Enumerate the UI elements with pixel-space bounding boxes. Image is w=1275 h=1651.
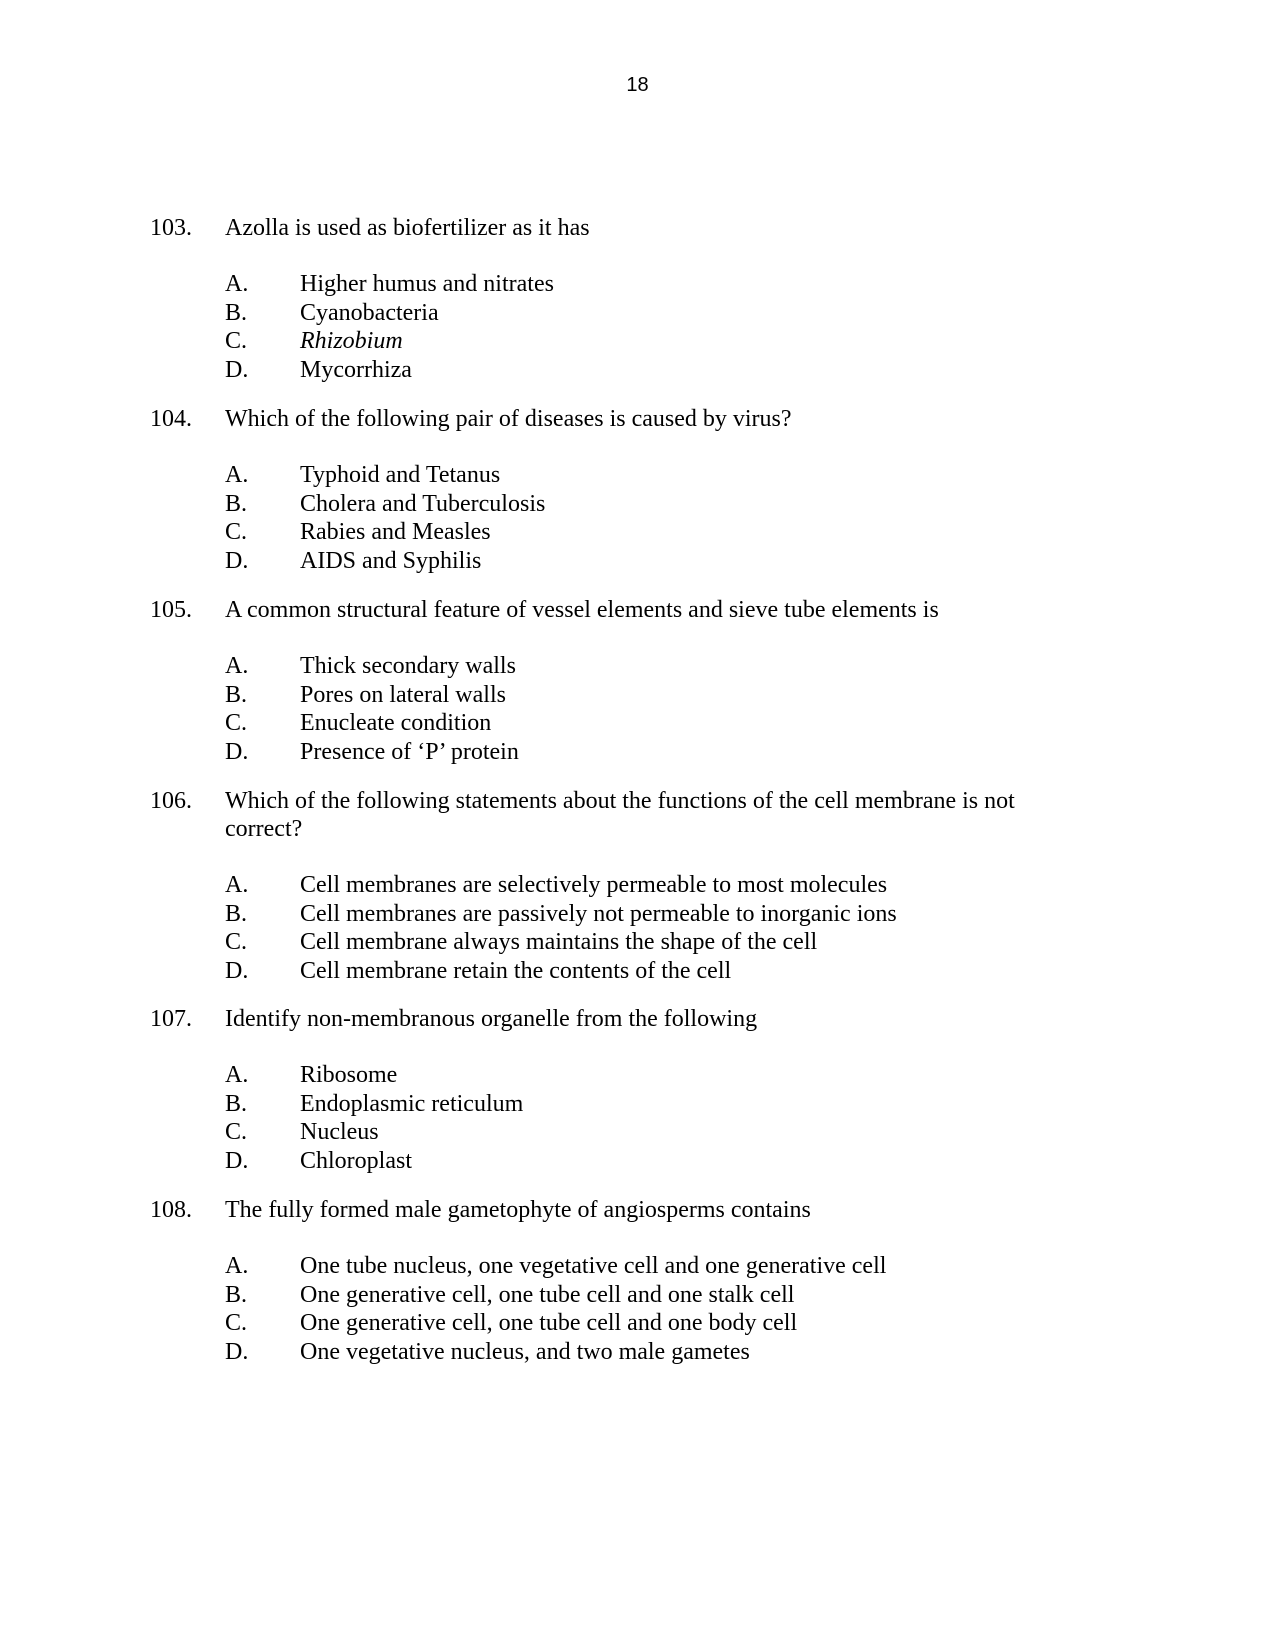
option-letter: B. [225, 490, 248, 517]
option-text: Cyanobacteria [300, 299, 439, 326]
option-letter: A. [225, 271, 249, 297]
question-108 [150, 1196, 1080, 1366]
option-list [225, 270, 1080, 384]
question-103 [150, 214, 1080, 384]
option-letter: A. [225, 653, 249, 679]
option-letter: A. [225, 1253, 249, 1279]
question-number: 108. [150, 1197, 192, 1223]
option-letter: D. [225, 356, 249, 383]
question-number: 103. [150, 215, 192, 241]
option-text: Cell membrane always maintains the shape of the cell [300, 929, 818, 955]
option-c [225, 327, 1080, 356]
option-text: Chloroplast [300, 1147, 412, 1174]
option-text: One generative cell, one tube cell and one body cell [300, 1310, 798, 1336]
option-letter: B. [225, 1090, 248, 1117]
option-text: Ribosome [300, 1062, 398, 1088]
option-a [225, 1061, 1080, 1090]
option-c [225, 928, 1080, 957]
option-text: One generative cell, one tube cell and one stalk cell [300, 1281, 795, 1308]
option-text: Cholera and Tuberculosis [300, 490, 546, 517]
option-d [225, 1147, 1080, 1176]
option-letter: B. [225, 299, 248, 326]
option-text: Pores on lateral walls [300, 681, 506, 708]
option-b [225, 490, 1080, 519]
option-b [225, 900, 1080, 929]
option-text: Cell membranes are passively not permeable to inorganic ions [300, 900, 897, 927]
option-text: One tube nucleus, one vegetative cell and one generative cell [300, 1253, 887, 1279]
option-c [225, 1309, 1080, 1338]
option-list [225, 461, 1080, 575]
question-107 [150, 1005, 1080, 1175]
option-text: One vegetative nucleus, and two male gametes [300, 1338, 750, 1365]
question-text: Which of the following pair of diseases is caused by virus? [225, 406, 792, 432]
option-a [225, 461, 1080, 490]
question-number: 106. [150, 788, 192, 814]
option-text: Enucleate condition [300, 710, 492, 736]
option-text: Rabies and Measles [300, 519, 491, 545]
option-letter: C. [225, 710, 248, 736]
option-letter: A. [225, 462, 249, 488]
option-letter: D. [225, 1147, 249, 1174]
option-d [225, 1338, 1080, 1367]
option-letter: A. [225, 1062, 249, 1088]
option-list [225, 1252, 1080, 1366]
option-text: Typhoid and Tetanus [300, 462, 501, 488]
question-number: 104. [150, 406, 192, 432]
option-d [225, 738, 1080, 767]
page-number: 18 [626, 74, 649, 96]
option-letter: D. [225, 957, 249, 984]
option-letter: C. [225, 1119, 248, 1145]
option-d [225, 547, 1080, 576]
option-a [225, 652, 1080, 681]
option-letter: A. [225, 872, 249, 898]
option-text: Cell membrane retain the contents of the cell [300, 957, 732, 984]
option-text: Nucleus [300, 1119, 379, 1145]
option-text: Higher humus and nitrates [300, 271, 554, 297]
option-text: Rhizobium [300, 328, 403, 354]
option-d [225, 356, 1080, 385]
option-text: Mycorrhiza [300, 356, 412, 383]
option-b [225, 1090, 1080, 1119]
option-b [225, 681, 1080, 710]
option-letter: C. [225, 929, 248, 955]
question-106 [150, 787, 1080, 985]
option-a [225, 270, 1080, 299]
option-list [225, 652, 1080, 766]
question-105 [150, 596, 1080, 766]
option-letter: B. [225, 1281, 248, 1308]
question-text: Identify non-membranous organelle from the following [225, 1006, 758, 1032]
option-a [225, 1252, 1080, 1281]
option-text: Thick secondary walls [300, 653, 516, 679]
option-letter: B. [225, 900, 248, 927]
option-b [225, 299, 1080, 328]
question-text: Azolla is used as biofertilizer as it has [225, 215, 590, 241]
option-letter: C. [225, 328, 248, 354]
question-text: A common structural feature of vessel elements and sieve tube elements is [225, 597, 939, 623]
option-c [225, 1118, 1080, 1147]
option-c [225, 518, 1080, 547]
option-list [225, 871, 1080, 985]
question-number: 105. [150, 597, 192, 623]
question-number: 107. [150, 1006, 192, 1032]
option-text: Cell membranes are selectively permeable to most molecules [300, 872, 888, 898]
question-104 [150, 405, 1080, 575]
option-text: Endoplasmic reticulum [300, 1090, 524, 1117]
option-list [225, 1061, 1080, 1175]
option-letter: D. [225, 1338, 249, 1365]
option-text: Presence of ‘P’ protein [300, 738, 519, 765]
question-text: The fully formed male gametophyte of angiosperms contains [225, 1197, 811, 1223]
option-letter: C. [225, 519, 248, 545]
option-d [225, 957, 1080, 986]
option-letter: B. [225, 681, 248, 708]
option-b [225, 1281, 1080, 1310]
option-letter: D. [225, 547, 249, 574]
option-c [225, 709, 1080, 738]
option-letter: D. [225, 738, 249, 765]
option-letter: C. [225, 1310, 248, 1336]
question-text: Which of the following statements about the functions of the cell membrane is not correct? [225, 788, 1015, 842]
option-text: AIDS and Syphilis [300, 547, 482, 574]
option-a [225, 871, 1080, 900]
